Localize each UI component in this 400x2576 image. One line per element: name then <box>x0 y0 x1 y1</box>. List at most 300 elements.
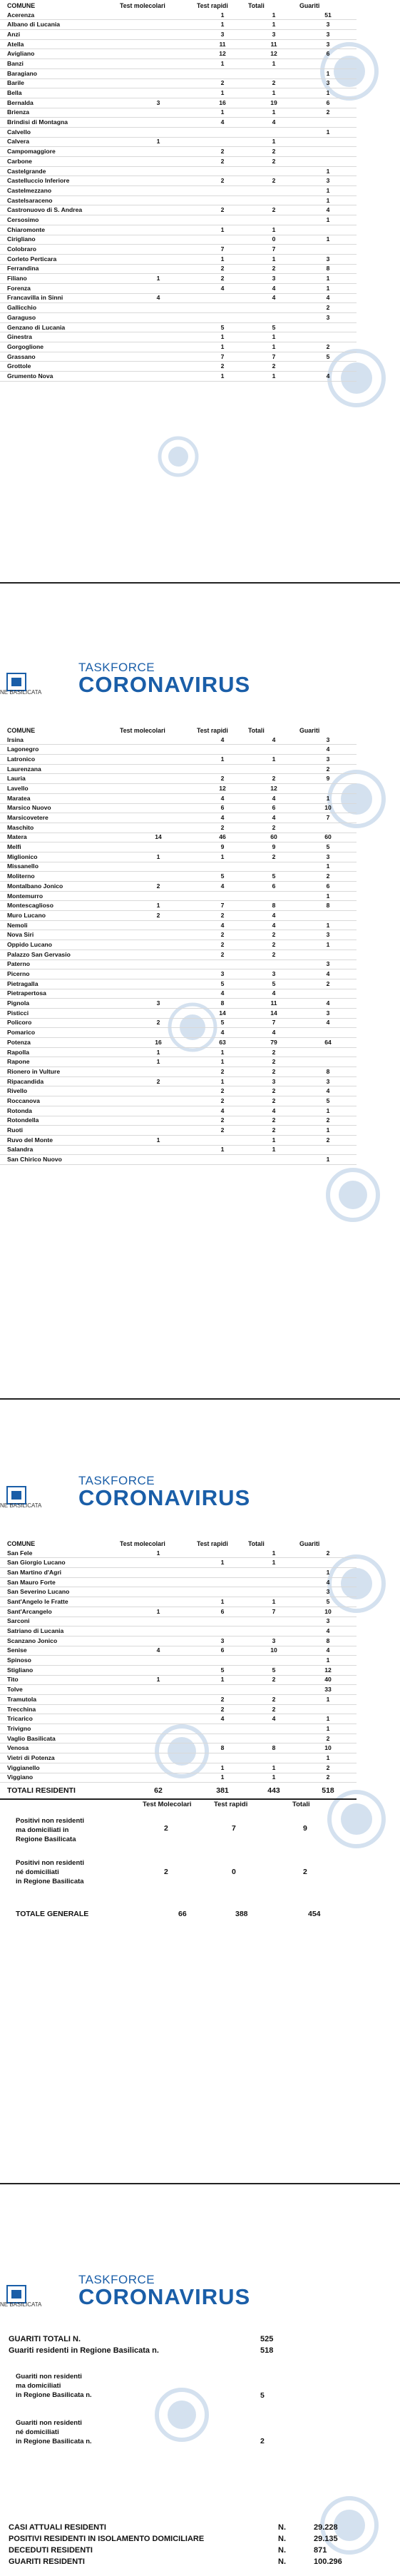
comune-cell: Marsico Nuovo <box>0 803 120 813</box>
table-row <box>0 49 357 59</box>
comune-cell: Calvera <box>0 137 120 147</box>
extra-row-1-tot: 9 <box>303 1824 307 1833</box>
molecolari-cell: 1 <box>120 1675 197 1685</box>
guariti-cell: 1 <box>299 1753 357 1763</box>
guariti-cell: 3 <box>299 755 357 765</box>
totali-cell: 1 <box>248 342 299 352</box>
comune-cell: Rotonda <box>0 1106 120 1116</box>
rapidi-cell <box>197 745 248 755</box>
rapidi-cell: 46 <box>197 833 248 842</box>
molecolari-cell <box>120 215 197 225</box>
virus-watermark-icon <box>314 1156 392 1234</box>
table-row <box>0 313 357 323</box>
comune-cell: Venosa <box>0 1743 120 1753</box>
guariti-cell: 2 <box>299 1116 357 1126</box>
rapidi-cell: 4 <box>197 118 248 128</box>
rapidi-cell: 63 <box>197 1038 248 1048</box>
taskforce-title: TASKFORCE <box>78 1474 155 1487</box>
totali-cell: 11 <box>248 999 299 1009</box>
totali-cell <box>248 215 299 225</box>
guariti-cell: 1 <box>299 1656 357 1666</box>
comune-cell: Filiano <box>0 274 120 284</box>
rapidi-cell: 4 <box>197 1106 248 1116</box>
guariti-cell: 4 <box>299 969 357 979</box>
totale-generale-rap: 388 <box>235 1910 248 1918</box>
totale-residenti-rap: 381 <box>197 1783 248 1800</box>
comune-cell: San Giorgio Lucano <box>0 1558 120 1568</box>
guariti-cell: 2 <box>299 1763 357 1773</box>
rapidi-cell: 2 <box>197 940 248 950</box>
comune-cell: Baragiano <box>0 68 120 78</box>
totali-cell: 8 <box>248 901 299 911</box>
totali-cell: 1 <box>248 254 299 264</box>
table-row <box>0 774 357 784</box>
molecolari-cell <box>120 1656 197 1666</box>
totali-cell: 2 <box>248 1067 299 1077</box>
totali-cell: 1 <box>248 59 299 69</box>
stat-value: 100.296 <box>314 2557 342 2566</box>
totali-cell: 19 <box>248 98 299 108</box>
comune-cell: Montalbano Jonico <box>0 882 120 892</box>
rapidi-cell: 14 <box>197 1008 248 1018</box>
guariti-cell: 2 <box>299 303 357 313</box>
header-comune: COMUNE <box>7 1 36 9</box>
comune-cell: Banzi <box>0 59 120 69</box>
rapidi-cell: 2 <box>197 205 248 215</box>
comune-cell: Maschito <box>0 823 120 833</box>
guariti-cell: 8 <box>299 901 357 911</box>
guariti-cell <box>299 1145 357 1155</box>
table-row <box>0 186 357 196</box>
guariti-cell: 2 <box>299 872 357 882</box>
molecolari-cell: 2 <box>120 1076 197 1086</box>
table-row <box>0 1607 357 1617</box>
rapidi-cell: 2 <box>197 176 248 186</box>
rapidi-cell: 2 <box>197 264 248 274</box>
stat-value: 29.228 <box>314 2523 338 2532</box>
molecolari-cell <box>120 1008 197 1018</box>
label-line: ma domiciliati <box>16 2382 61 2390</box>
rapidi-cell: 1 <box>197 332 248 342</box>
rapidi-cell <box>197 68 248 78</box>
comune-cell: Paterno <box>0 959 120 969</box>
guariti-cell <box>299 362 357 372</box>
totali-cell: 2 <box>248 774 299 784</box>
rapidi-cell: 2 <box>197 147 248 157</box>
rapidi-cell: 7 <box>197 245 248 255</box>
rapidi-cell: 2 <box>197 774 248 784</box>
totali-cell: 5 <box>248 872 299 882</box>
rapidi-cell: 1 <box>197 1047 248 1057</box>
comune-cell: Colobraro <box>0 245 120 255</box>
guariti-cell: 3 <box>299 1008 357 1018</box>
table-row <box>0 901 357 911</box>
table-row <box>0 1734 357 1743</box>
rapidi-cell: 4 <box>197 1714 248 1724</box>
molecolari-cell <box>120 1106 197 1116</box>
rapidi-cell <box>197 1617 248 1626</box>
table-row <box>0 1106 357 1116</box>
table-row <box>0 1704 357 1714</box>
molecolari-cell <box>120 303 197 313</box>
totale-residenti-row <box>0 1783 357 1800</box>
guariti-residenti-value: 518 <box>260 2346 274 2355</box>
comune-cell: Francavilla in Sinni <box>0 293 120 303</box>
molecolari-cell <box>120 1695 197 1705</box>
totali-cell: 2 <box>248 264 299 274</box>
molecolari-cell: 1 <box>120 137 197 147</box>
rapidi-cell: 1 <box>197 1675 248 1685</box>
rapidi-cell: 5 <box>197 872 248 882</box>
guariti-cell <box>299 322 357 332</box>
rapidi-cell <box>197 137 248 147</box>
guariti-nr-nodom-value: 2 <box>260 2437 265 2445</box>
rapidi-cell: 6 <box>197 1646 248 1656</box>
guariti-cell: 3 <box>299 78 357 88</box>
rapidi-cell <box>197 195 248 205</box>
totali-cell <box>248 745 299 755</box>
table-row <box>0 118 357 128</box>
comune-cell: Campomaggiore <box>0 147 120 157</box>
totali-cell: 1 <box>248 1558 299 1568</box>
guariti-cell: 5 <box>299 1096 357 1106</box>
molecolari-cell <box>120 147 197 157</box>
molecolari-cell <box>120 176 197 186</box>
totali-cell: 2 <box>248 1057 299 1067</box>
guariti-residenti-label: Guariti residenti in Regione Basilicata n. <box>9 2346 159 2355</box>
comune-cell: Calvello <box>0 127 120 137</box>
extra-header-mol: Test Molecolari <box>143 1801 192 1808</box>
rapidi-cell <box>197 1568 248 1578</box>
rapidi-cell: 2 <box>197 1116 248 1126</box>
stat-row <box>9 2557 394 2568</box>
molecolari-cell <box>120 1067 197 1077</box>
table-row <box>0 1675 357 1685</box>
rapidi-cell: 7 <box>197 901 248 911</box>
rapidi-cell: 1 <box>197 225 248 235</box>
molecolari-cell <box>120 254 197 264</box>
molecolari-cell <box>120 49 197 59</box>
molecolari-cell: 1 <box>120 852 197 862</box>
molecolari-cell: 1 <box>120 1057 197 1067</box>
table-header <box>0 726 357 735</box>
molecolari-cell: 4 <box>120 1646 197 1656</box>
rapidi-cell <box>197 1155 248 1165</box>
guariti-cell: 6 <box>299 49 357 59</box>
totali-cell <box>248 1568 299 1578</box>
rapidi-cell: 1 <box>197 852 248 862</box>
totali-cell: 1 <box>248 137 299 147</box>
totali-cell: 2 <box>248 176 299 186</box>
guariti-cell <box>299 911 357 921</box>
guariti-cell: 8 <box>299 1636 357 1646</box>
totali-cell: 2 <box>248 950 299 959</box>
molecolari-cell <box>120 1145 197 1155</box>
molecolari-cell <box>120 1724 197 1734</box>
totali-cell: 8 <box>248 1743 299 1753</box>
comune-cell: Latronico <box>0 755 120 765</box>
guariti-cell: 3 <box>299 39 357 49</box>
table-row <box>0 959 357 969</box>
totali-cell: 7 <box>248 1018 299 1028</box>
comune-cell: Corleto Perticara <box>0 254 120 264</box>
header-totali: Totali <box>248 726 265 734</box>
comune-cell: Brindisi di Montagna <box>0 118 120 128</box>
molecolari-cell <box>120 959 197 969</box>
rapidi-cell: 1 <box>197 59 248 69</box>
molecolari-cell <box>120 803 197 813</box>
guariti-nr-nodom-label <box>16 2418 92 2446</box>
guariti-cell <box>299 147 357 157</box>
table-row <box>0 1047 357 1057</box>
molecolari-cell <box>120 362 197 372</box>
molecolari-cell <box>120 283 197 293</box>
rapidi-cell: 7 <box>197 352 248 362</box>
molecolari-cell <box>120 88 197 98</box>
guariti-cell: 1 <box>299 283 357 293</box>
comune-cell: Forenza <box>0 283 120 293</box>
guariti-cell: 3 <box>299 1617 357 1626</box>
molecolari-cell <box>120 784 197 794</box>
extra-row-1-label <box>16 1816 84 1844</box>
guariti-cell: 4 <box>299 1626 357 1636</box>
guariti-cell <box>299 59 357 69</box>
guariti-cell: 3 <box>299 959 357 969</box>
guariti-cell: 1 <box>299 920 357 930</box>
molecolari-cell <box>120 186 197 196</box>
comune-cell: Matera <box>0 833 120 842</box>
molecolari-cell <box>120 793 197 803</box>
stat-row <box>9 2522 394 2534</box>
totali-cell: 3 <box>248 274 299 284</box>
table-row <box>0 735 357 745</box>
stat-row <box>9 2545 394 2557</box>
table-row <box>0 764 357 774</box>
totali-cell <box>248 127 299 137</box>
stats-block <box>9 2522 394 2568</box>
totali-cell: 1 <box>248 11 299 20</box>
rapidi-cell: 1 <box>197 1076 248 1086</box>
totali-cell: 2 <box>248 1096 299 1106</box>
comune-cell: Trecchina <box>0 1704 120 1714</box>
table-row <box>0 1568 357 1578</box>
molecolari-cell <box>120 372 197 382</box>
comune-cell: Sarconi <box>0 1617 120 1626</box>
comune-cell: Policoro <box>0 1018 120 1028</box>
stat-label: CASI ATTUALI RESIDENTI <box>9 2523 106 2532</box>
table-row <box>0 39 357 49</box>
table-row <box>0 950 357 959</box>
table-row <box>0 1626 357 1636</box>
guariti-cell: 3 <box>299 20 357 30</box>
totali-cell: 1 <box>248 755 299 765</box>
molecolari-cell: 1 <box>120 1549 197 1558</box>
guariti-cell: 1 <box>299 1724 357 1734</box>
table-row <box>0 274 357 284</box>
molecolari-cell <box>120 872 197 882</box>
comune-cell: Acerenza <box>0 11 120 20</box>
molecolari-cell: 14 <box>120 833 197 842</box>
table-row <box>0 1617 357 1626</box>
table-row <box>0 969 357 979</box>
totali-cell: 4 <box>248 793 299 803</box>
molecolari-cell: 4 <box>120 293 197 303</box>
table-row <box>0 1086 357 1096</box>
totali-cell <box>248 195 299 205</box>
guariti-cell: 1 <box>299 1126 357 1136</box>
taskforce-title: TASKFORCE <box>78 2273 155 2286</box>
rapidi-cell: 1 <box>197 372 248 382</box>
table-row <box>0 264 357 274</box>
rapidi-cell <box>197 127 248 137</box>
rapidi-cell: 1 <box>197 755 248 765</box>
page-separator <box>0 1398 400 1400</box>
header-rapidi: Test rapidi <box>197 1539 228 1547</box>
table-row <box>0 1018 357 1028</box>
rapidi-cell: 1 <box>197 1558 248 1568</box>
header-totali: Totali <box>248 1 265 9</box>
molecolari-cell <box>120 235 197 245</box>
comune-cell: Roccanova <box>0 1096 120 1106</box>
page-separator <box>0 582 400 584</box>
guariti-cell <box>299 784 357 794</box>
molecolari-cell <box>120 20 197 30</box>
totali-cell: 4 <box>248 283 299 293</box>
guariti-cell: 1 <box>299 186 357 196</box>
table-row <box>0 920 357 930</box>
guariti-cell: 10 <box>299 803 357 813</box>
totali-cell: 4 <box>248 293 299 303</box>
comune-cell: Lavello <box>0 784 120 794</box>
molecolari-cell <box>120 205 197 215</box>
rapidi-cell: 1 <box>197 342 248 352</box>
molecolari-cell <box>120 1126 197 1136</box>
table-row <box>0 852 357 862</box>
guariti-cell: 1 <box>299 274 357 284</box>
guariti-cell: 8 <box>299 264 357 274</box>
comune-cell: Atella <box>0 39 120 49</box>
stat-n: N. <box>278 2535 286 2543</box>
rapidi-cell: 2 <box>197 157 248 167</box>
guariti-cell: 1 <box>299 215 357 225</box>
molecolari-cell <box>120 322 197 332</box>
rapidi-cell: 5 <box>197 1665 248 1675</box>
rapidi-cell: 1 <box>197 1057 248 1067</box>
molecolari-cell <box>120 1587 197 1597</box>
table-row <box>0 1076 357 1086</box>
totali-cell <box>248 1577 299 1587</box>
molecolari-cell <box>120 332 197 342</box>
rapidi-cell <box>197 1626 248 1636</box>
rapidi-cell: 12 <box>197 784 248 794</box>
rapidi-cell: 3 <box>197 30 248 40</box>
rapidi-cell: 2 <box>197 78 248 88</box>
rapidi-cell: 2 <box>197 823 248 833</box>
table-row <box>0 205 357 215</box>
molecolari-cell <box>120 1636 197 1646</box>
guariti-cell <box>299 950 357 959</box>
molecolari-cell <box>120 342 197 352</box>
guariti-cell: 4 <box>299 999 357 1009</box>
molecolari-cell <box>120 1753 197 1763</box>
molecolari-cell <box>120 1568 197 1578</box>
table-row <box>0 1577 357 1587</box>
comune-cell: Pietragalla <box>0 979 120 989</box>
rapidi-cell: 2 <box>197 1086 248 1096</box>
rapidi-cell <box>197 891 248 901</box>
table-row <box>0 372 357 382</box>
rapidi-cell: 1 <box>197 20 248 30</box>
table-row <box>0 1028 357 1038</box>
taskforce-header <box>0 1470 400 1512</box>
totali-cell: 1 <box>248 88 299 98</box>
guariti-cell: 3 <box>299 735 357 745</box>
comune-cell: Tito <box>0 1675 120 1685</box>
region-label: NE BASILICATA <box>0 689 42 696</box>
virus-watermark-icon <box>143 2376 221 2454</box>
guariti-cell: 1 <box>299 1106 357 1116</box>
guariti-cell: 5 <box>299 352 357 362</box>
molecolari-cell <box>120 157 197 167</box>
molecolari-cell <box>120 764 197 774</box>
comune-cell: Castelgrande <box>0 166 120 176</box>
guariti-cell: 2 <box>299 342 357 352</box>
molecolari-cell <box>120 108 197 118</box>
comune-cell: Laurenzana <box>0 764 120 774</box>
totali-cell: 1 <box>248 332 299 342</box>
comune-cell: San Fele <box>0 1549 120 1558</box>
guariti-cell: 1 <box>299 891 357 901</box>
table-row <box>0 862 357 872</box>
rapidi-cell: 1 <box>197 1773 248 1783</box>
molecolari-cell: 1 <box>120 274 197 284</box>
guariti-cell <box>299 1028 357 1038</box>
guariti-cell: 51 <box>299 11 357 20</box>
comune-cell: Grumento Nova <box>0 372 120 382</box>
table-row <box>0 11 357 20</box>
extra-row-2-tot: 2 <box>303 1868 307 1876</box>
molecolari-cell <box>120 940 197 950</box>
rapidi-cell <box>197 959 248 969</box>
guariti-cell: 2 <box>299 1734 357 1743</box>
totali-cell: 7 <box>248 352 299 362</box>
label-line: Regione Basilicata <box>16 1836 76 1843</box>
stat-row <box>9 2534 394 2545</box>
totali-cell <box>248 1753 299 1763</box>
guariti-cell: 3 <box>299 313 357 323</box>
table-row <box>0 872 357 882</box>
guariti-cell <box>299 332 357 342</box>
rapidi-cell: 5 <box>197 1018 248 1028</box>
table-row <box>0 245 357 255</box>
molecolari-cell <box>120 1734 197 1743</box>
totali-cell: 2 <box>248 1704 299 1714</box>
table-row <box>0 225 357 235</box>
molecolari-cell: 1 <box>120 1047 197 1057</box>
guariti-cell: 3 <box>299 1076 357 1086</box>
totali-cell: 2 <box>248 823 299 833</box>
totali-cell: 2 <box>248 1116 299 1126</box>
rapidi-cell <box>197 1549 248 1558</box>
molecolari-cell <box>120 823 197 833</box>
comune-cell: Castelmezzano <box>0 186 120 196</box>
comune-cell: Anzi <box>0 30 120 40</box>
comune-cell: Ferrandina <box>0 264 120 274</box>
molecolari-cell <box>120 1773 197 1783</box>
molecolari-cell <box>120 1086 197 1096</box>
guariti-cell: 4 <box>299 1086 357 1096</box>
totali-cell: 1 <box>248 1145 299 1155</box>
